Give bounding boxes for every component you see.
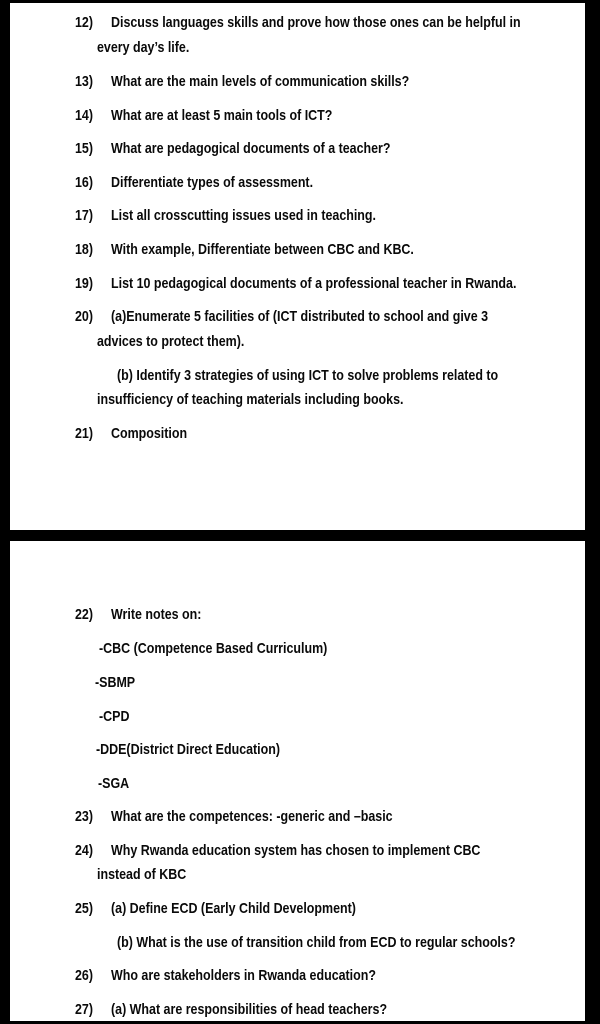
- question-text: (a)Enumerate 5 facilities of (ICT distributed to school and give 3: [111, 308, 489, 325]
- question-wrap-line: advices to protect them).: [97, 333, 245, 350]
- question-number: 14): [75, 107, 94, 124]
- note-line: -SGA: [98, 775, 130, 792]
- question-number: 18): [75, 241, 94, 258]
- question-text: Composition: [111, 425, 188, 442]
- question-number: 26): [75, 967, 94, 984]
- question-text: What are pedagogical documents of a teacher?: [111, 140, 391, 157]
- question-number: 13): [75, 73, 94, 90]
- question-text: List all crosscutting issues used in teaching.: [111, 207, 376, 224]
- question-number: 25): [75, 900, 94, 917]
- question-number: 27): [75, 1001, 94, 1018]
- question-number: 22): [75, 606, 94, 623]
- question-text: With example, Differentiate between CBC and KBC.: [111, 241, 414, 258]
- question-wrap-line: every day’s life.: [97, 39, 190, 56]
- question-text: Why Rwanda education system has chosen to implement CBC: [111, 842, 481, 859]
- note-line: -CBC (Competence Based Curriculum): [99, 640, 328, 657]
- question-wrap-line: insufficiency of teaching materials including books.: [97, 391, 404, 408]
- note-line: -DDE(District Direct Education): [96, 741, 281, 758]
- question-text: Discuss languages skills and prove how those ones can be helpful in: [111, 14, 521, 31]
- question-number: 15): [75, 140, 94, 157]
- question-number: 16): [75, 174, 94, 191]
- question-number: 19): [75, 275, 94, 292]
- question-text: What are the competences: -generic and –basic: [111, 808, 393, 825]
- note-line: -SBMP: [95, 674, 136, 691]
- question-number: 23): [75, 808, 94, 825]
- question-number: 17): [75, 207, 94, 224]
- question-number: 12): [75, 14, 94, 31]
- note-line: -CPD: [99, 708, 130, 725]
- sub-question-text: (b) Identify 3 strategies of using ICT to solve problems related to: [117, 367, 499, 384]
- question-text: Differentiate types of assessment.: [111, 174, 314, 191]
- question-wrap-line: instead of KBC: [97, 866, 187, 883]
- question-number: 21): [75, 425, 94, 442]
- document-page-1: [10, 3, 585, 530]
- question-text: Who are stakeholders in Rwanda education?: [111, 967, 376, 984]
- question-text: What are at least 5 main tools of ICT?: [111, 107, 333, 124]
- document-page-2: [10, 541, 585, 1021]
- question-number: 20): [75, 308, 94, 325]
- question-text: What are the main levels of communication skills?: [111, 73, 410, 90]
- sub-question-text: (b) What is the use of transition child from ECD to regular schools?: [117, 934, 516, 951]
- question-text: (a) Define ECD (Early Child Development): [111, 900, 356, 917]
- question-number: 24): [75, 842, 94, 859]
- question-text: List 10 pedagogical documents of a professional teacher in Rwanda.: [111, 275, 517, 292]
- page-gap: [0, 530, 600, 541]
- question-text: Write notes on:: [111, 606, 202, 623]
- question-text: (a) What are responsibilities of head teachers?: [111, 1001, 388, 1018]
